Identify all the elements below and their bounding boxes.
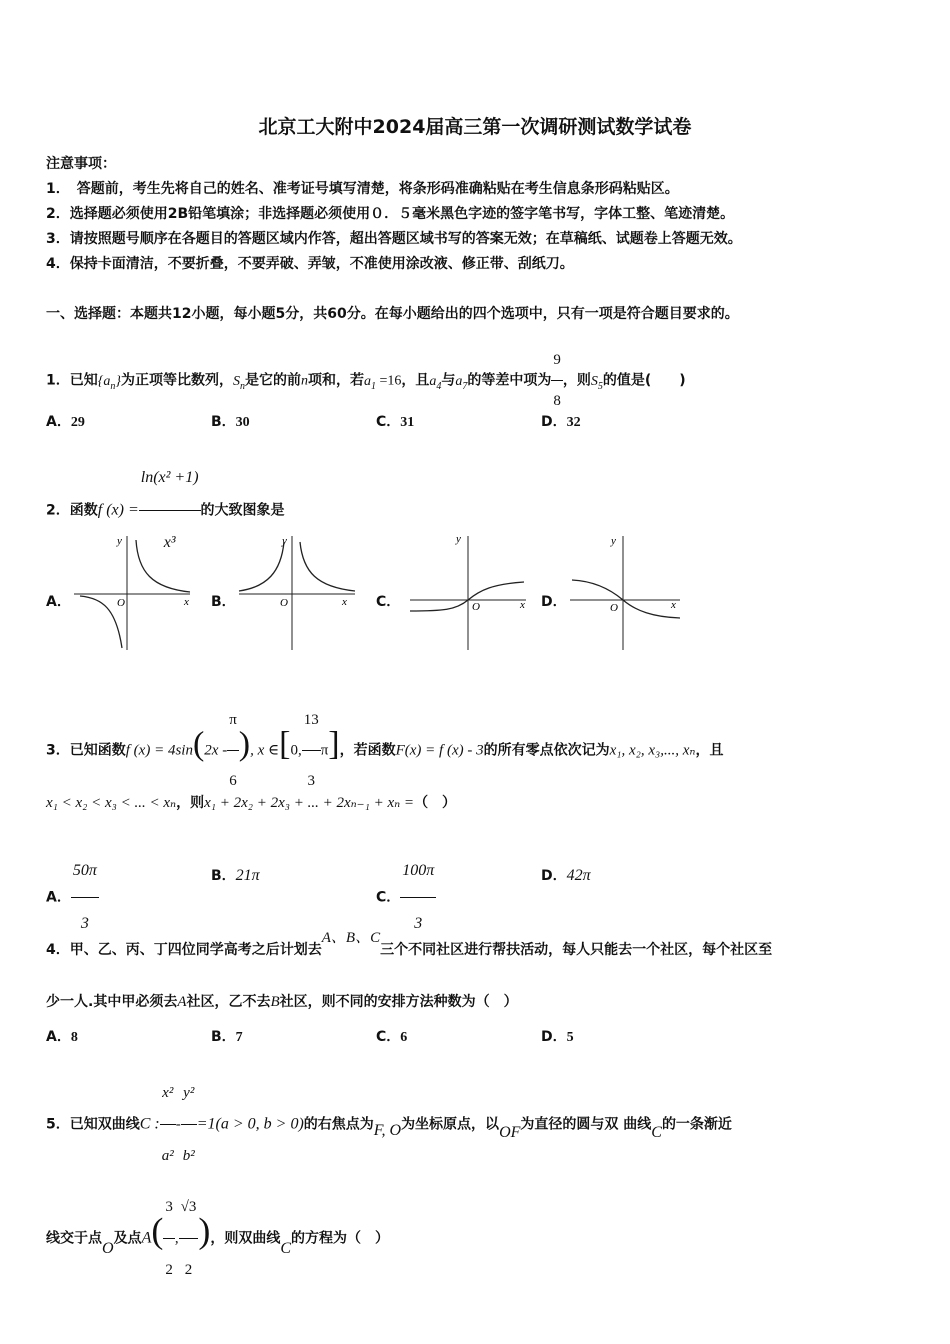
q5-text-1: 5．已知双曲线 xyxy=(46,1116,140,1133)
q3-bracket-open: [ xyxy=(279,725,291,763)
q5-text-3: 为坐标原点，以 xyxy=(401,1116,500,1133)
q3-argument: 2x - xyxy=(204,742,228,759)
q1-a7: $a_7$ xyxy=(455,373,468,392)
q1-text-5: ，且 xyxy=(401,372,430,389)
q5-OF: OF xyxy=(499,1123,521,1141)
q4-text-4: 社区，乙不去 xyxy=(186,994,271,1010)
q3-bracket-close: ] xyxy=(328,725,340,763)
q1-text-7: 的等差中项为 xyxy=(467,372,552,389)
q2-graph-c xyxy=(408,532,533,652)
q2-option-d[interactable]: D． xyxy=(541,594,567,610)
q4-option-c[interactable]: C．6 xyxy=(376,1029,408,1045)
notice-item-4: 4．保持卡面清洁，不要折叠，不要弄破、弄皱，不准使用涂改液、修正带、刮纸刀。 xyxy=(46,256,574,272)
q5-text-9: 的方程为（ ） xyxy=(291,1230,389,1247)
q5-comma: , xyxy=(174,1230,179,1247)
q3-text-1: 3．已知函数 xyxy=(46,742,126,759)
q5-y-fraction: $\frac{\text{y²}}{\text{b²}}$ xyxy=(181,1062,197,1187)
q5-text-6: 线交于点 xyxy=(46,1230,102,1247)
q3-domain: , x ∈ xyxy=(250,742,280,759)
q5-C-2: C xyxy=(651,1123,662,1141)
q5-point-x: $\frac{3}{2}$ xyxy=(163,1176,175,1301)
curve xyxy=(410,582,524,611)
q4-option-a[interactable]: A．8 xyxy=(46,1029,78,1045)
q5-A: A xyxy=(141,1229,152,1247)
q4-text-5: 社区，则不同的安排方法种数为（ ） xyxy=(279,994,518,1010)
q2-graph-b xyxy=(237,532,362,652)
q3-domain-low: 0, xyxy=(290,742,302,759)
page-title: 北京工大附中2024届高三第一次调研测试数学试卷 xyxy=(258,116,692,138)
q3-F-function: F(x) = f (x) - 3 xyxy=(395,742,484,759)
q3-option-b[interactable]: B．21π xyxy=(211,867,260,884)
q2-text-2: 的大致图象是 xyxy=(200,502,285,519)
question-4-line-2 xyxy=(46,991,518,1011)
q2-option-b[interactable]: B． xyxy=(211,594,236,610)
question-1 xyxy=(46,340,686,421)
origin-label: O xyxy=(117,597,125,609)
q3-zeros: x₁, x₂, x₃,..., xₙ xyxy=(609,742,696,759)
q3-text-6: （ ） xyxy=(414,795,457,811)
q5-text-7: 及点 xyxy=(113,1230,142,1247)
x-label: x xyxy=(342,596,347,608)
question-5-line-1 xyxy=(46,1062,732,1187)
x-label: x xyxy=(671,599,676,611)
q1-text-4: 项和，若 xyxy=(307,372,364,389)
curve-right xyxy=(136,540,190,592)
q4-option-d[interactable]: D．5 xyxy=(541,1029,574,1045)
q5-O: O xyxy=(102,1239,114,1257)
q3-thirteen-thirds: $\frac{13}{3}$ xyxy=(302,690,321,811)
q1-seq: $\{a_n\}$ xyxy=(97,373,121,392)
question-3-line-2 xyxy=(46,788,456,818)
q3-function: f (x) = 4sin xyxy=(125,742,193,759)
notice-item-2: 2．选择题必须使用2B铅笔填涂；非选择题必须使用０．５毫米黑色字迹的签字笔书写，字体工整、笔迹清楚。 xyxy=(46,206,735,222)
y-label: y xyxy=(611,535,616,547)
q1-Sn: $S_n$ xyxy=(232,373,245,392)
q3-paren-close: ) xyxy=(238,725,251,763)
q3-domain-pi: π xyxy=(320,742,329,759)
q2-graph-a xyxy=(72,532,197,652)
q1-text-3: 是它的前 xyxy=(244,372,301,389)
q3-option-a[interactable]: A． $\frac{50\pi}{3}$ xyxy=(46,845,99,950)
q1-S5: $S_5$ xyxy=(590,373,603,392)
q5-paren-open: ( xyxy=(151,1210,164,1251)
q1-option-a[interactable]: A．29 xyxy=(46,414,85,430)
q5-minus: - xyxy=(175,1116,181,1133)
q3-text-5: ，则 xyxy=(176,795,205,811)
q3-text-3: 的所有零点依次记为 xyxy=(483,742,610,759)
curve-left xyxy=(80,596,122,648)
q1-text-6: 与 xyxy=(441,372,456,389)
q3-option-c[interactable]: C． $\frac{100\pi}{3}$ xyxy=(376,845,436,950)
y-label: y xyxy=(117,535,122,547)
y-label: y xyxy=(282,535,287,547)
section-heading: 一、选择题：本题共12小题，每小题5分，共60分。在每小题给出的四个选项中，只有一项是符合题目要求的。 xyxy=(46,306,739,322)
q3-option-d[interactable]: D．42π xyxy=(541,867,591,884)
q5-C-3: C xyxy=(280,1239,291,1257)
q3-text-2: ，若函数 xyxy=(339,742,396,759)
q5-C: C : xyxy=(139,1115,160,1133)
q4-text-1: 4．甲、乙、丙、丁四位同学高考之后计划去 xyxy=(46,942,322,958)
origin-label: O xyxy=(610,602,618,614)
y-label: y xyxy=(456,533,461,545)
q2-text-1: 2．函数 xyxy=(46,502,98,519)
q1-a1-value: =16 xyxy=(375,373,402,389)
q1-option-d[interactable]: D．32 xyxy=(541,414,581,430)
x-label: x xyxy=(520,599,525,611)
origin-label: O xyxy=(472,601,480,613)
curve-right xyxy=(300,542,355,591)
x-label: x xyxy=(184,596,189,608)
curve xyxy=(572,580,680,618)
q4-text-2: 三个不同社区进行帮扶活动，每人只能去一个社区，每个社区至 xyxy=(380,942,773,958)
q1-n: n xyxy=(300,373,308,389)
q2-option-c[interactable]: C． xyxy=(376,594,401,610)
q4-text-3: 少一人.其中甲必须去 xyxy=(46,994,178,1010)
q1-option-b[interactable]: B．30 xyxy=(211,414,250,430)
q1-a1: $a_1$ xyxy=(363,373,376,392)
q4-A: A xyxy=(177,994,187,1010)
origin-label: O xyxy=(280,597,288,609)
q4-option-b[interactable]: B．7 xyxy=(211,1029,243,1045)
q1-text-2: 为正项等比数列， xyxy=(120,372,233,389)
question-5-line-2 xyxy=(46,1176,389,1301)
q1-text-8: ，则 xyxy=(562,372,591,389)
notice-item-3: 3．请按照题号顺序在各题目的答题区域内作答，超出答题区域书写的答案无效；在草稿纸、试题卷上答题无效。 xyxy=(46,231,742,247)
curve-left xyxy=(239,542,284,591)
q3-text-4: ，且 xyxy=(695,742,724,759)
q3-pi-over-6: $\frac{\pi}{6}$ xyxy=(227,690,239,811)
q3-paren-open: ( xyxy=(192,725,205,763)
q2-graph-d xyxy=(568,532,693,652)
q5-text-4: 为直径的圆与双 曲线 xyxy=(520,1116,652,1133)
q4-B: B xyxy=(270,994,280,1010)
q5-x-fraction: $\frac{\text{x²}}{\text{a²}}$ xyxy=(160,1062,176,1187)
notice-heading: 注意事项： xyxy=(46,156,116,172)
q2-option-a[interactable]: A． xyxy=(46,594,71,610)
q3-inequality: x₁ < x₂ < x₃ < ... < xₙ xyxy=(46,795,177,811)
q1-fraction: $\frac{9}{8}$ xyxy=(551,340,563,421)
q1-text-1: 1．已知 xyxy=(46,372,98,389)
q2-function: f (x) = xyxy=(97,501,139,519)
q5-text-2: 的右焦点为 xyxy=(303,1116,374,1133)
q4-abc: A、B、C xyxy=(321,930,381,946)
q5-point-y: $\frac{√3}{2}$ xyxy=(179,1176,199,1301)
q1-a4: $a_4$ xyxy=(429,373,442,392)
q5-equation: =1(a > 0, b > 0) xyxy=(196,1115,304,1133)
q5-paren-close: ) xyxy=(198,1210,211,1251)
question-4-line-1 xyxy=(46,930,772,970)
notice-item-1: 1． 答题前，考生先将自己的姓名、准考证号填写清楚，将条形码准确粘贴在考生信息条形码粘贴区。 xyxy=(46,181,679,197)
q5-text-8: ，则双曲线 xyxy=(210,1230,281,1247)
q5-text-5: 的一条渐近 xyxy=(661,1116,732,1133)
q1-option-c[interactable]: C．31 xyxy=(376,414,415,430)
q2-fraction: $\frac{\text{ln(x² +1)}}{\text{x³}}$ xyxy=(139,446,201,575)
q5-F-O: F, O xyxy=(373,1121,402,1139)
q1-text-9: 的值是( ) xyxy=(602,372,686,389)
q3-sum: x₁ + 2x₂ + 2x₃ + ... + 2xₙ₋₁ + xₙ = xyxy=(204,795,415,811)
